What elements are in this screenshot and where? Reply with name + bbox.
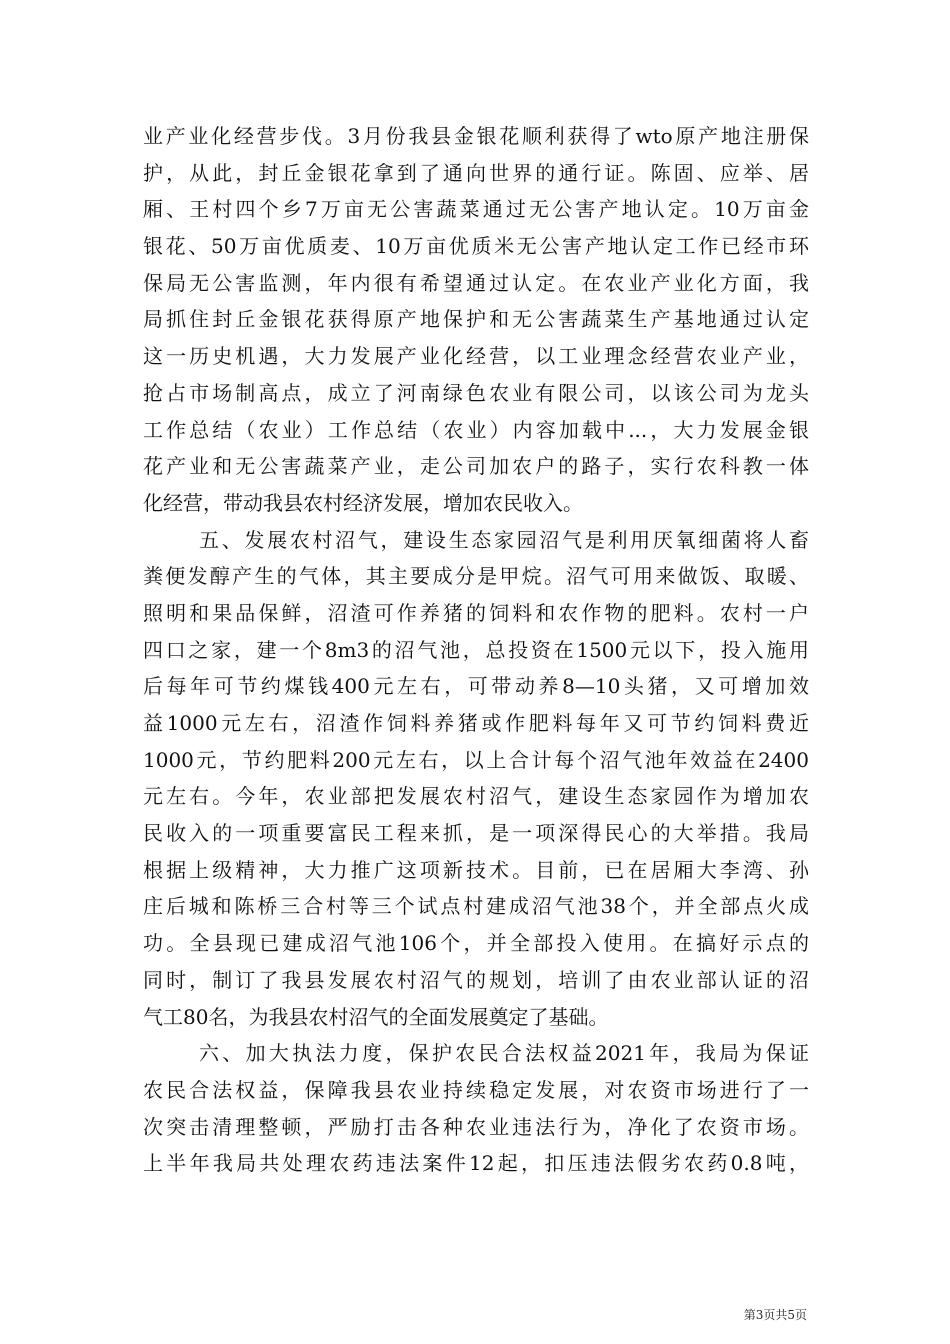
document-body: [143, 118, 809, 1182]
text-line: 化经营，带动我县农村经济发展，增加农民收入。: [143, 490, 583, 515]
text-line: 功。全县现已建成沼气池106个，并全部投入使用。在搞好示点的: [143, 931, 809, 956]
text-line: 银花、50万亩优质麦、10万亩优质米无公害产地认定工作已经市环: [143, 234, 809, 259]
text-line: 粪便发醇产生的气体，其主要成分是甲烷。沼气可用来做饭、取暖、: [143, 564, 809, 589]
text-line: 后每年可节约煤钱400元左右，可带动养8—10头猪，又可增加效: [143, 674, 809, 699]
text-line: 次突击清理整顿，严励打击各种农业违法行为，净化了农资市场。: [143, 1114, 809, 1139]
text-line: 局抓住封丘金银花获得原产地保护和无公害蔬菜生产基地通过认定: [143, 307, 809, 332]
page-number: 第3页共5页: [743, 1308, 807, 1322]
text-line: 业产业化经营步伐。3月份我县金银花顺利获得了wto原产地注册保: [143, 124, 809, 148]
text-line: 根据上级精神，大力推广这项新技术。目前，已在居厢大李湾、孙: [143, 857, 809, 882]
text-line: 这一历史机遇，大力发展产业化经营，以工业理念经营农业产业，: [143, 344, 809, 369]
text-line: 民收入的一项重要富民工程来抓，是一项深得民心的大举措。我局: [143, 821, 809, 846]
text-line: 同时，制订了我县发展农村沼气的规划，培训了由农业部认证的沼: [143, 967, 809, 992]
text-line: 工作总结（农业）工作总结（农业）内容加载中...，大力发展金银: [143, 417, 809, 442]
text-line: 元左右。今年，农业部把发展农村沼气，建设生态家园作为增加农: [143, 784, 809, 809]
text-line: 庄后城和陈桥三合村等三个试点村建成沼气池38个，并全部点火成: [143, 894, 809, 919]
text-line: 四口之家，建一个8m3的沼气池，总投资在1500元以下，投入施用: [143, 637, 809, 662]
text-line: 五、发展农村沼气，建设生态家园沼气是利用厌氧细菌将人畜: [199, 527, 809, 552]
text-line: 1000元，节约肥料200元左右，以上合计每个沼气池年效益在2400: [143, 747, 809, 772]
text-line: 气工80名，为我县农村沼气的全面发展奠定了基础。: [143, 1004, 609, 1029]
text-line: 厢、王村四个乡7万亩无公害蔬菜通过无公害产地认定。10万亩金: [143, 197, 809, 222]
text-line: 护，从此，封丘金银花拿到了通向世界的通行证。陈固、应举、居: [143, 160, 809, 185]
text-line: 上半年我局共处理农药违法案件12起，扣压违法假劣农药0.8吨，: [143, 1151, 809, 1176]
text-line: 保局无公害监测，年内很有希望通过认定。在农业产业化方面，我: [143, 270, 809, 295]
text-line: 益1000元左右，沼渣作饲料养猪或作肥料每年又可节约饲料费近: [143, 711, 809, 735]
text-line: 农民合法权益，保障我县农业持续稳定发展，对农资市场进行了一: [143, 1077, 809, 1102]
text-line: 抢占市场制高点，成立了河南绿色农业有限公司，以该公司为龙头: [143, 380, 809, 405]
text-line: 照明和果品保鲜，沼渣可作养猪的饲料和农作物的肥料。农村一户: [143, 600, 809, 625]
text-line: 六、加大执法力度，保护农民合法权益2021年，我局为保证: [199, 1041, 809, 1066]
text-line: 花产业和无公害蔬菜产业，走公司加农户的路子，实行农科教一体: [143, 454, 809, 479]
